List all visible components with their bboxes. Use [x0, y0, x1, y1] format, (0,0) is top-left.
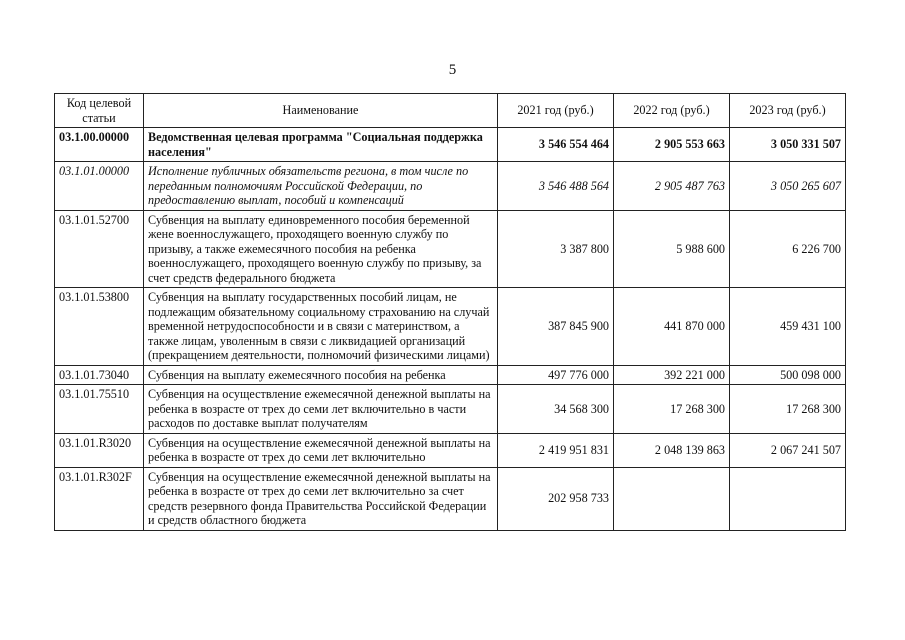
row-value-2023: 17 268 300	[730, 385, 846, 434]
row-name: Субвенция на выплату ежемесячного пособия на ребенка	[144, 365, 498, 385]
table-row	[55, 128, 846, 162]
table-row	[55, 162, 846, 211]
row-code: 03.1.01.00000	[55, 162, 144, 211]
table-row	[55, 365, 846, 385]
row-value-2023: 459 431 100	[730, 288, 846, 366]
budget-table	[54, 93, 846, 531]
row-code: 03.1.01.R302F	[55, 467, 144, 530]
row-code: 03.1.01.75510	[55, 385, 144, 434]
row-code: 03.1.01.73040	[55, 365, 144, 385]
table-row	[55, 385, 846, 434]
row-name: Субвенция на выплату единовременного пособия беременной жене военнослужащего, проходящего военную службу по призыву, а также ежемесячного пособия на ребенка военнослужащего, проходящего военную службу по призыву, за счет средств федерального бюджета	[144, 210, 498, 288]
row-code: 03.1.01.53800	[55, 288, 144, 366]
row-value-2021: 3 546 554 464	[498, 128, 614, 162]
row-value-2021: 497 776 000	[498, 365, 614, 385]
row-value-2023: 2 067 241 507	[730, 433, 846, 467]
row-value-2021: 34 568 300	[498, 385, 614, 434]
row-name: Субвенция на осуществление ежемесячной денежной выплаты на ребенка в возрасте от трех до семи лет включительно за счет средств резервного фонда Правительства Российской Федерации и средств областного бюджета	[144, 467, 498, 530]
row-value-2022	[614, 467, 730, 530]
header-2023: 2023 год (руб.)	[730, 94, 846, 128]
row-value-2022: 2 905 487 763	[614, 162, 730, 211]
row-code: 03.1.00.00000	[55, 128, 144, 162]
row-value-2021: 3 387 800	[498, 210, 614, 288]
row-name: Ведомственная целевая программа "Социальная поддержка населения"	[144, 128, 498, 162]
row-value-2021: 2 419 951 831	[498, 433, 614, 467]
table-row	[55, 467, 846, 530]
row-value-2022: 392 221 000	[614, 365, 730, 385]
header-2021: 2021 год (руб.)	[498, 94, 614, 128]
table-row	[55, 433, 846, 467]
row-name: Субвенция на осуществление ежемесячной денежной выплаты на ребенка в возрасте от трех до семи лет включительно	[144, 433, 498, 467]
table-row	[55, 288, 846, 366]
row-value-2022: 2 048 139 863	[614, 433, 730, 467]
table-row	[55, 210, 846, 288]
row-name: Субвенция на осуществление ежемесячной денежной выплаты на ребенка в возрасте от трех до семи лет включительно в части расходов по доставке выплат получателям	[144, 385, 498, 434]
row-value-2021: 202 958 733	[498, 467, 614, 530]
row-value-2023	[730, 467, 846, 530]
row-value-2022: 5 988 600	[614, 210, 730, 288]
row-value-2023: 3 050 331 507	[730, 128, 846, 162]
row-value-2022: 17 268 300	[614, 385, 730, 434]
row-value-2023: 500 098 000	[730, 365, 846, 385]
header-code: Код целевой статьи	[55, 94, 144, 128]
row-value-2022: 2 905 553 663	[614, 128, 730, 162]
row-code: 03.1.01.R3020	[55, 433, 144, 467]
page-number: 5	[448, 62, 457, 78]
table-header-row	[55, 94, 846, 128]
row-value-2023: 3 050 265 607	[730, 162, 846, 211]
header-name: Наименование	[144, 94, 498, 128]
row-code: 03.1.01.52700	[55, 210, 144, 288]
row-name: Субвенция на выплату государственных пособий лицам, не подлежащим обязательному социальному страхованию на случай временной нетрудоспособности и в связи с материнством, а также лицам, уволенным в связи с ликвидацией организаций (прекращением деятельности, полномочий физическими лицами)	[144, 288, 498, 366]
row-name: Исполнение публичных обязательств региона, в том числе по переданным полномочиям Российской Федерации, по предоставлению выплат, пособий и компенсаций	[144, 162, 498, 211]
row-value-2021: 3 546 488 564	[498, 162, 614, 211]
row-value-2022: 441 870 000	[614, 288, 730, 366]
row-value-2023: 6 226 700	[730, 210, 846, 288]
header-2022: 2022 год (руб.)	[614, 94, 730, 128]
row-value-2021: 387 845 900	[498, 288, 614, 366]
